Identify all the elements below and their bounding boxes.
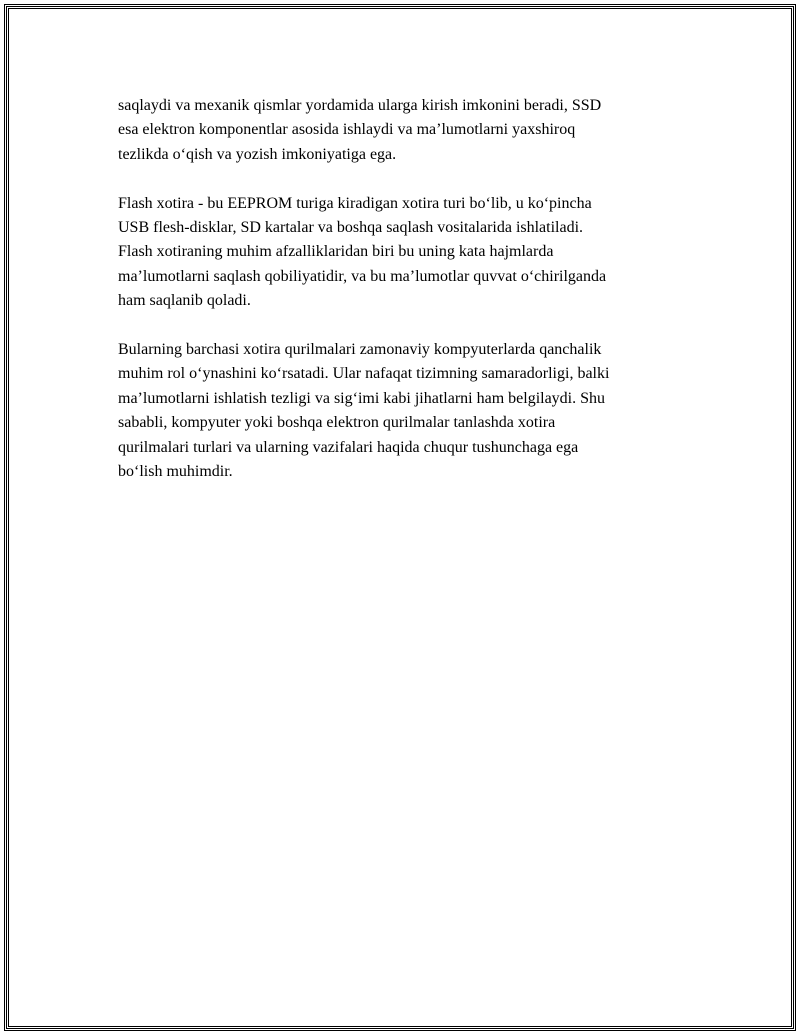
text-line: tezlikda oʻqish va yozish imkoniyatiga ega. [118, 145, 397, 163]
text-line: ma’lumotlarni saqlash qobiliyatidir, va bu ma’lumotlar quvvat oʻchirilganda [118, 267, 607, 285]
text-line: Flash xotira - bu EEPROM turiga kiradigan xotira turi boʻlib, u koʻpincha [118, 194, 592, 212]
text-line: Bularning barchasi xotira qurilmalari zamonaviy kompyuterlarda qanchalik [118, 341, 602, 359]
paragraph-1 [118, 94, 688, 167]
text-line: ham saqlanib qoladi. [118, 292, 251, 310]
document-body [118, 94, 688, 509]
paragraph-2 [118, 192, 688, 314]
text-line: USB flesh-disklar, SD kartalar va boshqa saqlash vositalarida ishlatiladi. [118, 219, 584, 237]
text-line: qurilmalari turlari va ularning vazifalari haqida chuqur tushunchaga ega [118, 438, 579, 456]
text-line: muhim rol oʻynashini koʻrsatadi. Ular nafaqat tizimning samaradorligi, balki [118, 365, 610, 383]
text-line: ma’lumotlarni ishlatish tezligi va sigʻimi kabi jihatlarni ham belgilaydi. Shu [118, 389, 606, 407]
text-line: sababli, kompyuter yoki boshqa elektron qurilmalar tanlashda xotira [118, 414, 556, 432]
paragraph-3 [118, 338, 688, 484]
text-line: Flash xotiraning muhim afzalliklaridan biri bu uning kata hajmlarda [118, 243, 554, 261]
text-line: saqlaydi va mexanik qismlar yordamida ularga kirish imkonini beradi, SSD [118, 97, 602, 114]
text-line: esa elektron komponentlar asosida ishlaydi va ma’lumotlarni yaxshiroq [118, 121, 576, 139]
text-line: boʻlish muhimdir. [118, 463, 233, 481]
